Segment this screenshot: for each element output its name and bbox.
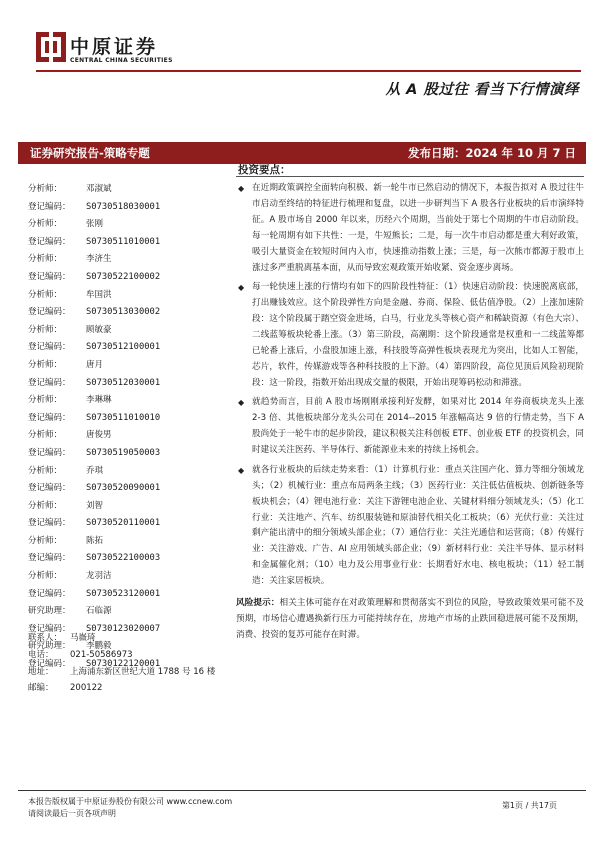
contact-postcode: 200122 [70, 683, 103, 694]
analyst-row [28, 533, 218, 551]
report-title: 从 A 股过往 看当下行情演绎 [385, 82, 579, 98]
investment-heading: 投资要点： [238, 164, 291, 176]
analyst-row [28, 375, 218, 393]
analyst-row [28, 586, 218, 604]
analyst-code: S0730512030001 [86, 377, 161, 388]
analyst-label: 分析师： [28, 571, 63, 582]
analyst-row [28, 216, 218, 234]
contact-row [28, 630, 228, 647]
report-type: 证券研究报告-策略专题 [30, 146, 150, 160]
analyst-row [28, 480, 218, 498]
analyst-row [28, 322, 218, 340]
analyst-label: 登记编码： [28, 201, 71, 212]
analyst-name: 龙羽洁 [86, 571, 112, 582]
analyst-label: 分析师： [28, 535, 63, 546]
analyst-row [28, 603, 218, 621]
analyst-row [28, 392, 218, 410]
risk-text: 相关主体可能存在对政策理解和贯彻落实不到位的风险，导致政策效果可能不及预期，市场信心遭遇换新行压力可能持续存在，房地产市场的止跌回稳进展可能不及预期，消费、投资的复苏可能存在时滞。 [236, 598, 584, 640]
investment-heading-rule [236, 176, 584, 177]
analyst-label: 登记编码： [28, 588, 71, 599]
analyst-code: S0730520110001 [86, 518, 161, 529]
analyst-row [28, 287, 218, 305]
analyst-label: 分析师： [28, 254, 63, 265]
analyst-code: S0730519050003 [86, 447, 161, 458]
bullet-dot-icon: ◆ [238, 398, 245, 408]
analyst-name: 唐月 [86, 359, 104, 370]
contact-label: 联系人： [28, 633, 63, 643]
analyst-list [28, 181, 218, 674]
contact-row [28, 647, 228, 664]
contact-address: 上海浦东新区世纪大道 1788 号 16 楼 [70, 666, 216, 677]
analyst-name: 李济生 [86, 254, 112, 265]
analyst-row [28, 181, 218, 199]
analyst-row [28, 427, 218, 445]
analyst-label: 研究助理： [28, 606, 71, 617]
analyst-row [28, 515, 218, 533]
analyst-label: 登记编码： [28, 236, 71, 247]
analyst-label: 分析师： [28, 324, 63, 335]
bullet-item [236, 181, 584, 276]
analyst-code: S0730512100001 [86, 342, 161, 353]
analyst-name: 李鹏毅 [86, 641, 112, 652]
analyst-row [28, 339, 218, 357]
analyst-code: S0730518030001 [86, 201, 161, 212]
analyst-code: S0730122120001 [86, 659, 161, 670]
bullet-item [236, 280, 584, 391]
bullet-dot-icon: ◆ [238, 184, 245, 193]
analyst-name: 石临源 [86, 606, 112, 617]
analyst-label: 分析师： [28, 500, 63, 511]
analyst-code: S0730123020007 [86, 623, 161, 634]
analyst-row [28, 568, 218, 586]
bullet-text: 在近期政策调控全面转向积极、新一轮牛市已然启动的情况下，本报告拟对 A 股过往牛市启动至终结的特征进行梳理和复盘，以进一步研判当下 A 股各行业板块的后市演绎特征。A 股市场自 2000 年以来，历经六个周期，当前处于第七个周期的牛市启动阶段。每一轮周期有如下共性：一是，牛短熊长；二是，每一次牛市启动都是重大利好政策，吸引大量资金在较短时间内入市，快速推动指数上涨；三是，每一次熊市都源于股市上涨过多严重脱离基本面，从而导致宏观政策开始收紧、资金逐步离场。 [252, 183, 584, 273]
analyst-name: 邓淑斌 [86, 184, 112, 194]
bullet-text: 就趋势而言，目前 A 股市场刚刚承接利好发酵，如果对比 2014 年券商板块龙头上涨 2-3 倍、其他板块部分龙头公司在 2014--2015 年涨幅高达 9 倍的行情走势，当下 A 股尚处于一轮牛市的起步阶段，建议积极关注科创板 ETF、创业板 ETF 的投资机会，同时建议关注医药、半导体行、新能源业未来的持续上扬机会。 [252, 397, 584, 456]
analyst-label: 登记编码： [28, 623, 71, 634]
analyst-code: S0730513030002 [86, 307, 161, 318]
analyst-name: 乔琪 [86, 465, 104, 476]
analyst-name: 陈拓 [86, 535, 104, 546]
analyst-row [28, 463, 218, 481]
analyst-row [28, 251, 218, 269]
logo-cn-text: 中原证券 [70, 36, 159, 58]
analyst-row [28, 304, 218, 322]
risk-title: 风险提示： [236, 598, 280, 608]
bullet-text: 就各行业板块的后续走势来看：（1）计算机行业：重点关注国产化、算力等细分领域龙头；（2）机械行业：重点布局两条主线；（3）医药行业：关注低估值板块、创新链条等板块机会；（4）锂电池行业：关注下游锂电池企业、关键材料细分领域龙头；（5）化工行业：关注地产、汽车、纺织服装链和原油替代相关化工板块；（6）光伏行业：关注过剩产能出清中的细分领域头部企业；（7）通信行业：关注光通信和运营商；（8）传媒行业：关注游戏、广告、AI 应用领域头部企业；（9）新材料行业：关注半导体、显示材料和金属催化剂；（10）电力及公用事业行业：长期看好水电、核电板块；（11）轻工制造：关注家居板块。 [252, 464, 584, 587]
contact-block [28, 630, 228, 697]
analyst-row [28, 550, 218, 568]
analyst-label: 登记编码： [28, 412, 71, 423]
analyst-label: 分析师： [28, 289, 63, 300]
analyst-name: 张刚 [86, 219, 104, 230]
analyst-row [28, 498, 218, 516]
risk-warning [236, 596, 584, 644]
publish-date: 发布日期：2024 年 10 月 7 日 [407, 146, 576, 160]
report-banner [18, 142, 586, 164]
footer-copyright [28, 796, 232, 820]
contact-label: 地址： [28, 666, 54, 677]
analyst-label: 登记编码： [28, 271, 71, 282]
analyst-label: 登记编码： [28, 447, 71, 458]
analyst-name: 唐俊男 [86, 430, 112, 441]
analyst-name: 刘智 [86, 500, 104, 511]
contact-row [28, 664, 228, 681]
analyst-label: 登记编码： [28, 518, 71, 529]
bullet-dot-icon: ◆ [238, 283, 245, 293]
analyst-label: 分析师： [28, 359, 63, 370]
contact-phone: 021-50586973 [70, 649, 133, 660]
contact-label: 邮编： [28, 683, 54, 694]
analyst-name: 牟国洪 [86, 289, 112, 300]
analyst-label: 分析师： [28, 395, 63, 406]
analyst-label: 登记编码： [28, 659, 71, 670]
analyst-label: 登记编码： [28, 307, 71, 318]
analyst-label: 登记编码： [28, 553, 71, 564]
analyst-label: 登记编码： [28, 483, 71, 494]
page-number: 第1页 / 共17页 [501, 801, 557, 810]
logo-en-text: CENTRAL CHINA SECURITIES [70, 57, 173, 64]
analyst-label: 研究助理： [28, 641, 71, 652]
contact-label: 电话： [28, 649, 54, 660]
bullet-item [236, 395, 584, 459]
analyst-label: 分析师： [28, 430, 63, 441]
analyst-label: 分析师： [28, 465, 63, 476]
analyst-code: S0730522100002 [86, 271, 161, 282]
contact-row [28, 680, 228, 697]
footer-rule [18, 790, 586, 791]
copyright-text: 本报告版权属于中原证券股份有限公司 www.ccnew.com [28, 797, 233, 806]
analyst-code: S0730523120001 [86, 588, 161, 599]
investment-bullets [236, 181, 584, 594]
analyst-label: 登记编码： [28, 377, 71, 388]
analyst-label: 登记编码： [28, 342, 71, 353]
analyst-label: 分析师： [28, 219, 63, 230]
bullet-item [236, 463, 584, 590]
analyst-code: S0730520090001 [86, 483, 161, 494]
disclaimer-note: 请阅读最后一页各项声明 [28, 809, 116, 818]
analyst-row [28, 445, 218, 463]
analyst-row [28, 234, 218, 252]
analyst-row [28, 269, 218, 287]
company-logo [36, 28, 186, 68]
analyst-code: S0730511010001 [86, 236, 161, 247]
analyst-row [28, 410, 218, 428]
analyst-name: 顾敏豪 [86, 324, 112, 335]
contact-person: 马嶶琦 [70, 633, 96, 643]
analyst-label: 分析师： [28, 184, 63, 194]
analyst-row [28, 357, 218, 375]
analyst-code: S0730511010010 [86, 412, 161, 423]
bullet-dot-icon: ◆ [238, 465, 245, 475]
analyst-code: S0730522100003 [86, 553, 161, 564]
analyst-row [28, 199, 218, 217]
bullet-text: 每一轮快速上涨的行情均有如下的四阶段性特征：（1）快速启动阶段：快速脱离底部，打出赚钱效应。这个阶段弹性方向是金融、券商、保险、低估值净股。（2）上涨加速阶段：这个阶段属于踏空资金进场，白马，行业龙头等核心资产和稀缺资源（有色大宗）、二线蓝筹板块轮番上涨。（3）第三阶段，高潮期：这个阶段通常是权重和一二线蓝筹都已轮番上涨后，小盘股加速上涨，科技股等高弹性板块表现尤为突出，比如人工智能，芯片，软件，传媒游戏等各种科技股的上下游。（4）第四阶段，高位见顶后风险初现阶段：这一阶段，指数开始出现成交量的极限，开始出现筹码松动和滞涨。 [252, 282, 584, 388]
analyst-name: 李琳琳 [86, 395, 112, 406]
header-rule [36, 70, 581, 72]
logo-mark-icon [36, 32, 66, 62]
